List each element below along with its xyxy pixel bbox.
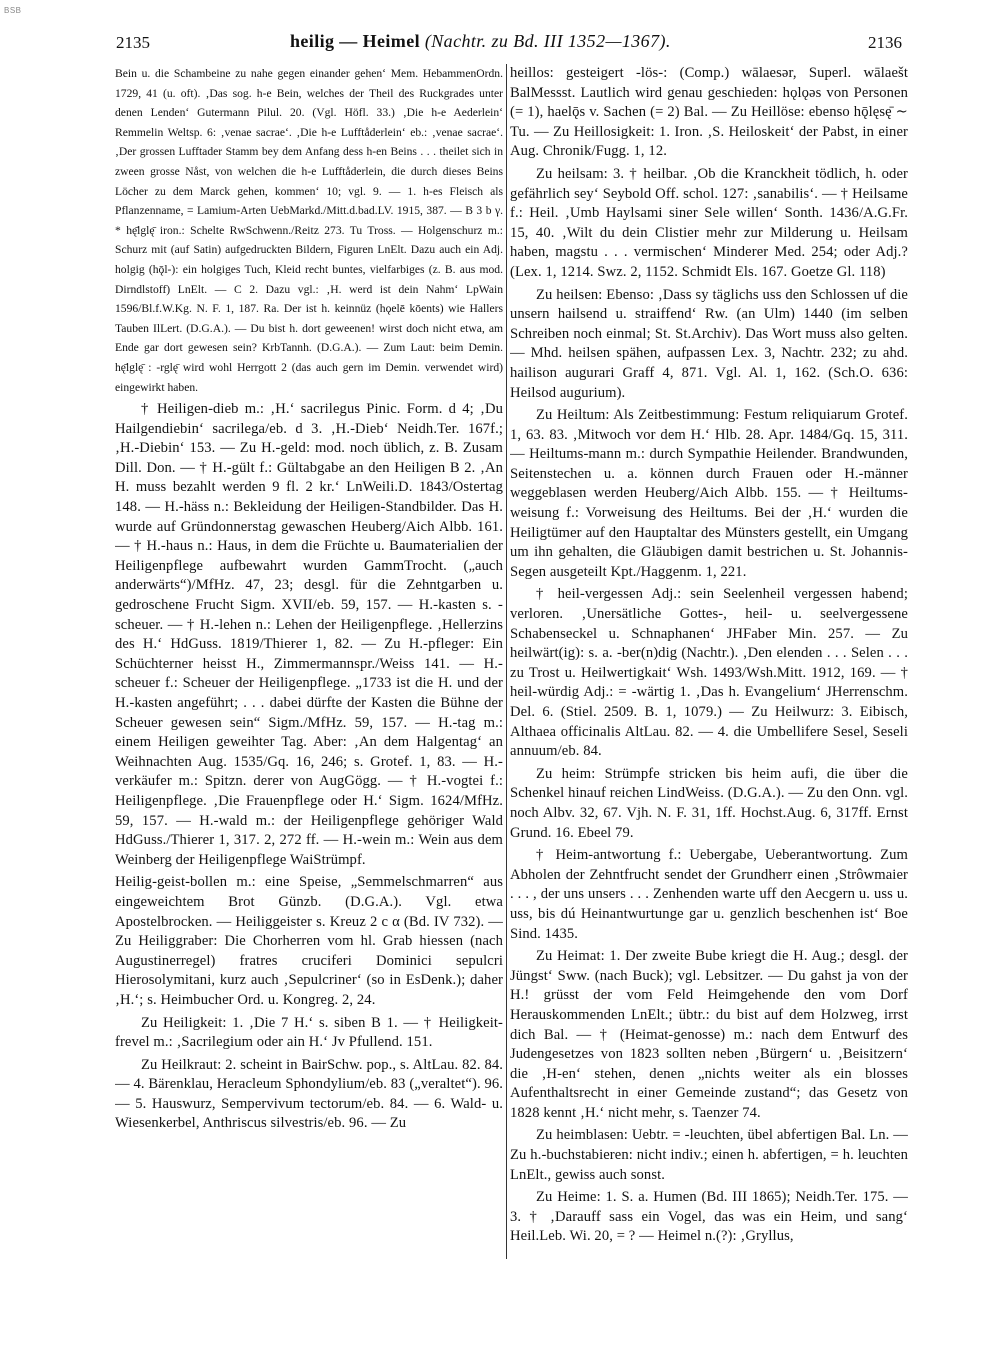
dictionary-entry-paragraph: † Heiligen-dieb m.: ‚H.‘ sacrilegus Pinic. Form. d 4; ‚Du Hailgendiebin‘ sacrilega/eb. d 3. ‚H.-Dieb‘ Neidh.Ter. 167f.; ‚H.-Diebin‘ 153. — Zu H.-geld: mod. noch üblich, z. B. Zusam Dill. Don. — † H.-gült f.: Gültabgabe an den Heiligen B 2. ‚An H. muss bezahlt werden 9 fl. 2 kr.‘ LnWeili.D. 1843/Ostertag 148. — H.-häss n.: Bekleidung der Heiligen-Standbilder. Das H. wurde auf Gründonnerstag gewaschen Heuberg/Aich Albb. 161. — † H.-haus n.: Haus, in dem die Früchte u. Baumaterialien der Heiligenpflege aufbewahrt wurden GammTrocht. („auch anderwärts“)/MfHz. 47, 23; desgl. für die Zehntgarben u. gedroschene Frucht Sigm. XVII/eb. 59, 157. — H.-kasten s. -scheuer. — † H.-lehen n.: Lehen der Heiligenpflege. ‚Hellerzins des H.‘ HdGuss. 1819/Thierer 1, 82. — Zu H.-pfleger: Ein Schüchterner heisst H., Zimmermannspr./Weiss 141. — H.-scheuer f.: Scheuer der Heiligenpflege. „1733 ist die H. und der H.-kasten angeführt; . . . dabei dürfte der Kasten die Bühne der Scheuer gewesen sein“ Sigm./MfHz. 59, 157. — H.-tag m.: einem Heiligen geweihter Tag. Aber: ‚An dem Halgentag‘ an Weihnachten Aug. 1535/Gq. 16, 246; s. Grotef. 1, 83. — H.-verkäufer m.: Spitzn. derer von AugGögg. — † H.-vogtei f.: Heiligenpflege. ‚Die Frauenpflege oder H.‘ Sigm. 1624/MfHz. 59, 157. — H.-wald m.: der Heiligenpflege gehöriger Wald HdGuss./Thierer 1, 317. 2, 272 ff. — H.-wein m.: Wein aus dem Weinberg der Heiligenpflege WaiStrümpf.	[115, 401, 503, 868]
dictionary-entry-paragraph: † Heim-antwortung f.: Uebergabe, Ueberantwortung. Zum Abholen der Zehntfrucht sendet der Grundherr einen ‚Strôwmaier . . . , der uns unsers . . . Zenhenden warte uff den Aecgern u. uss u. uss, bis dú Heinantwurtunge gar u. genzlich beschenhen ist‘ Boe Sind. 1435.	[510, 847, 908, 942]
dictionary-entry-paragraph: heillos: gesteigert -lös-: (Comp.) wālaesər, Superl. wālaešt BalMessst. Lautlich wird genau geschieden: hǫlǫəs von Personen (= 1), haelǭs v. Sachen (= 2) Bal. — Zu Heillöse: ebenso hǭlęsę̄ ∼ Tu. — Zu Heillosigkeit: 1. Iron. ‚S. Heiloskeit‘ der Pabst, in einer Aug. Chronik/Fugg. 1, 12.	[510, 65, 908, 160]
left-column	[115, 64, 503, 1364]
dictionary-entry-paragraph: Zu Heiltum: Als Zeitbestimmung: Festum reliquiarum Grotef. 1, 63. 83. ‚Mitwoch vor dem H.‘ Hlb. 28. Apr. 1484/Gq. 15, 311. — Heiltums-mann m.: durch Sympathie Heilender. Brandwunden, Seitenstechen u. a. können durch Frauen oder H.-männer weggeblasen werden Heuberg/Aich Albb. 155. — † Heiltums-weisung f.: Vorweisung des Heiltums. Bei der ‚H.‘ wurden die Heiligtümer auf den Hauptaltar des Münsters gestellt, ein Umgang um ihn gehalten, die Gläubigen damit bestrichen u. St. Johannis-Segen ausgeteilt Kpt./Haggenm. 1, 221.	[510, 407, 908, 580]
dictionary-entry-paragraph: Zu Heime: 1. S. a. Humen (Bd. III 1865); Neidh.Ter. 175. — 3. † ‚Darauff sass ein Vogel, das was ein Heim, und sang‘ Heil.Leb. Wi. 20, = ? — Heimel n.(?): ‚Gryllus,	[510, 1189, 908, 1245]
running-title	[290, 31, 730, 52]
dictionary-entry-paragraph: Zu Heiligkeit: 1. ‚Die 7 H.‘ s. siben B 1. — † Heiligkeit-frevel m.: ‚Sacrilegium oder ain H.‘ Jv Pfullend. 151.	[115, 1014, 503, 1051]
page-number-right: 2136	[868, 33, 902, 52]
running-title-note: (Nachtr. zu Bd. III 1352—1367).	[419, 31, 671, 51]
dictionary-entry-paragraph: Zu heilsen: Ebenso: ‚Dass sy täglichs uss den Schlossen uf die unsern hailsend u. straiffend‘ Rw. (an Ulm) 1440 (im selben Schreiben noch einmal; St. St.Archiv). Das Wort muss also gelten. — Mhd. heilsen spähen, aufpassen Lex. 3, Nachtr. 232; zu ahd. hailison augurari Graff 4, 871. Vgl. Al. 1, 162. (Sch.O. 636: Heilsod augurium).	[510, 286, 908, 401]
page-header	[0, 30, 1000, 56]
running-title-headwords: heilig — Heimel	[290, 31, 420, 51]
dictionary-entry-paragraph: Heilig-geist-bollen m.: eine Speise, „Semmelschmarren“ aus eingeweichtem Brot Günzb. (D.G.A.). Vgl. etwa Apostelbrocken. — Heiliggeister s. Kreuz 2 c α (Bd. IV 732). — Zu Heiliggraber: Die Chorherren vom hl. Grab hiessen (nach Augustinerregel) fratres cruciferi Dominici sepulcri Hierosolymitani, kurz auch ‚Sepulcriner‘ (so in EsDenk.); daher ‚H.‘; s. Heimbucher Ord. u. Kongreg. 2, 24.	[115, 874, 503, 1008]
dictionary-entry-paragraph: Zu Heimat: 1. Der zweite Bube kriegt die H. Aug.; desgl. der Jüngst‘ Sww. (nach Buck); vgl. Lebsitzer. — Du gahst ja von der H.! grüsst der vom Feld Heimgehende den vom Dorf Herauskommenden LnElt.; übtr.: du bist auf dem Holzweg, irrst dich Bal. — † (Heimat-genosse) m.: nach dem Entwurf des Judengesetzes von 1823 sollten neben ‚Bürgern‘ u. ‚Beisitzern‘ die ‚H-en‘ stehen, denen „nichts weiter als ein blosses Aufenthaltsrecht in einer Gemeinde zustand“; das Gesetz von 1828 kennt ‚H.‘ nicht mehr, s. Taenzer 74.	[510, 948, 908, 1121]
dictionary-entry-paragraph: Bein u. die Schambeine zu nahe gegen einander gehen‘ Mem. HebammenOrdn. 1729, 41 (u. oft). ‚Das sog. h-e Bein, welches der Theil des Ruckgrades unter denen Lenden‘ Gutermann Pilul. 20. (Vgl. Höfl. 33.) ‚Die h-e Aederlein‘ Remmelin Weltsp. 6: ‚venae sacrae‘. ‚Die h-e Lufftåderlein‘ eb.: ‚venae sacrae‘. ‚Der grossen Lufftader Stamm bey dem Anfang dess h-en Beins . . . theilet sich in zween grosse Nåst, von welchen die h-e Lufftåderlein, die durch dieses Beins Löcher zu dem Marck gehen, kommen‘ 10; vgl. 9. — 1. h-es Fleisch als Pflanzenname, = Lamium-Arten UebMarkd./Mitt.d.bad.LV. 1915, 387. — B 3 b γ. * hę̄lglę̄ iron.: Schelte RwSchwenn./Reitz 273. Tu Tross. — Holgenschurz m.: Schurz mit (auf Satin) aufgedruckten Bildern, Figuren LnElt. Dazu auch ein Adj. holgig (hǭl-): ein holgiges Tuch, Kleid recht buntes, vielfarbiges (z. B. aus mod. Dirndlstoff) LnElt. — C 2. Dazu vgl.: ‚H. werd ist dein Nahm‘ LpWain 1596/Bl.f.W.Kg. N. F. 1, 187. Ra. Der ist h. keinnüz (hǫelē kōents) wie Hallers Tauben IlLert. (D.G.A.). — Du bist h. dort geweenen! wirst doch nicht etwa, am Ende gar dort gewesen sein? KrbTannh. (D.G.A.). — Zum Laut: beim Demin. hę̄lglę̄ : -rglę̄ wird wohl Herrgott 2 (das auch gern im Demin. verwendet wird) eingewirkt haben.	[115, 67, 503, 394]
dictionary-entry-paragraph: Zu heim: Strümpfe stricken bis heim aufi, die über die Schenkel hinauf reichen LindWeiss. (D.G.A.). — Zu den Onn. vgl. noch Albv. 32, 67. Vjh. N. F. 31, 1ff. Hochst.Aug. 6, 317ff. Ernst Grund. 16. Ebeel 79.	[510, 765, 908, 841]
dictionary-entry-paragraph: Zu heilsam: 3. † heilbar. ‚Ob die Kranckheit tödlich, h. oder gefährlich sey‘ Seybold Off. schol. 127: ‚sanabilis‘. — † Heilsame f.: Heil. ‚Umb Haylsami siner Sele willen‘ Sonth. 1436/A.G.Fr. 15, 40. ‚Wilt du dein Clistier mehr zur Milderung u. Heilsam haben, magstu . . . vermischen‘ Minderer Med. 254; oder Adj.? (Lex. 1, 1214. Swz. 2, 1152. Schmidt Els. 167. Goetze Gl. 118)	[510, 165, 908, 280]
dictionary-entry-paragraph: † heil-vergessen Adj.: sein Seelenheil vergessen habend; verloren. ‚Unersätliche Gottes-, heil- u. seelvergessene Schabenseckel u. Schnaphanen‘ JHFaber Min. 257. — Zu heilwärt(ig): s. a. -ber(n)dig (Nachtr.). ‚Den elenden . . . Selen . . . zu Trost u. Heilwertigkait‘ Wsh. 1493/Wsh.Mitt. 1912, 169. — † heil-würdig Adj.: = -wärtig 1. ‚Das h. Evangelium‘ JHerrenschm. Del. 6. (Stiel. 2509. B. 1, 1079.) — Zu Heilwurz: 3. Eibisch, Althaea officinalis AltLau. 82. — 4. die Umbellifere Sesel, Seseli annuum/eb. 84.	[510, 586, 908, 760]
column-divider	[506, 64, 507, 1259]
dictionary-entry-paragraph: Zu heimblasen: Uebtr. = -leuchten, übel abfertigen Bal. Ln. — Zu h.-buchstabieren: nicht indiv.; einen h. abfertigen, = h. leuchten LnElt., gewiss auch sonst.	[510, 1127, 908, 1183]
library-stamp: BSB	[4, 6, 22, 15]
dictionary-entry-paragraph: Zu Heilkraut: 2. scheint in BairSchw. pop., s. AltLau. 82. 84. — 4. Bärenklau, Heracleum Sphondylium/eb. 83 („veraltet“). 96. — 5. Hauswurz, Sempervivum tectorum/eb. 84. — 6. Wald- u. Wiesenkerbel, Anthriscus silvestris/eb. 96. — Zu	[115, 1056, 503, 1132]
right-column	[510, 64, 908, 1364]
page-number-left: 2135	[116, 33, 150, 52]
